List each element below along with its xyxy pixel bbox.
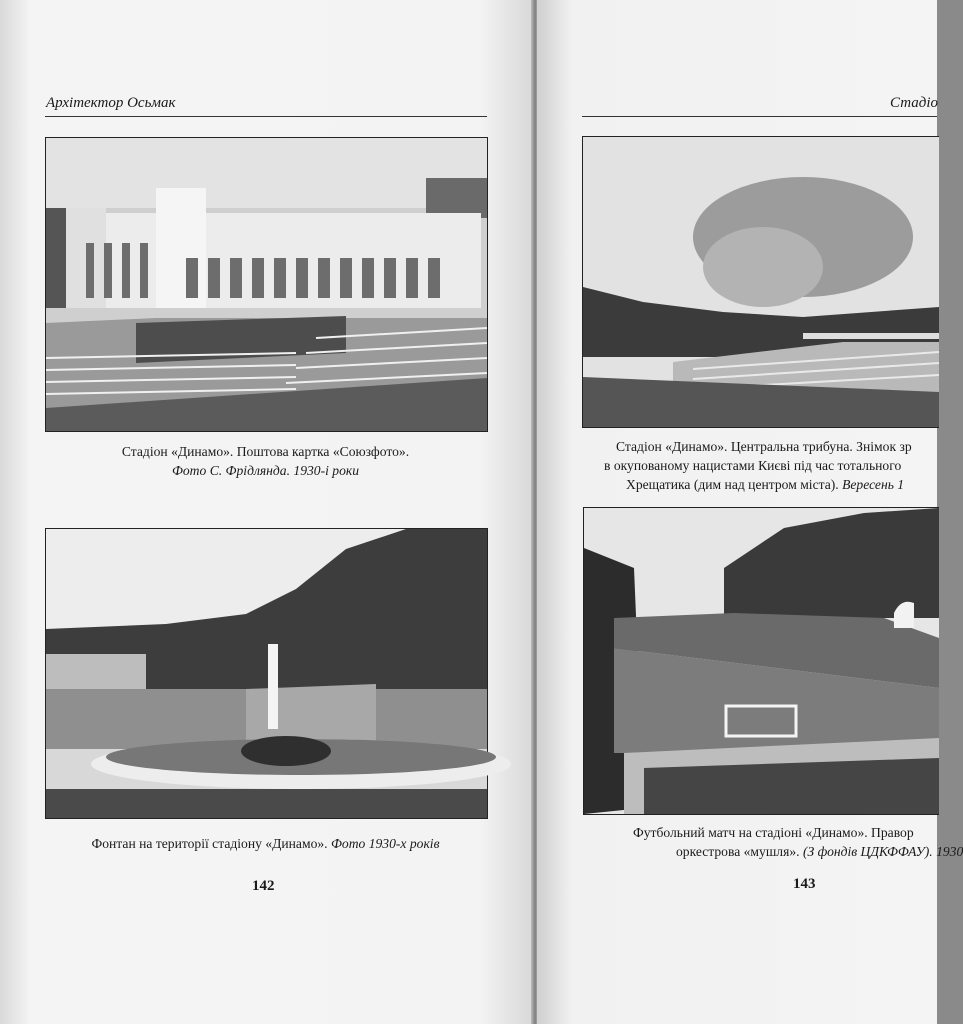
header-rule-right <box>582 116 937 117</box>
photo3-caption <box>582 437 938 494</box>
photo3-caption-credit: Вересень 1 <box>842 477 905 492</box>
photo-football-match <box>583 507 939 815</box>
photo3-caption-line2: в окупованому нацистами Києві під час тотального <box>604 458 902 473</box>
photo-central-stand <box>582 136 939 428</box>
photo2-caption-text: Фонтан на території стадіону «Динамо». <box>91 836 331 851</box>
page-number-left: 142 <box>252 878 275 894</box>
photo4-caption-line1: Футбольний матч на стадіоні «Динамо». Правор <box>633 825 914 840</box>
photo2-caption-credit: Фото 1930-х років <box>330 836 440 851</box>
header-rule-left <box>45 116 487 117</box>
photo2-caption <box>45 834 486 853</box>
photo-fountain <box>45 528 488 819</box>
photo4-caption-line2: оркестрова «мушля». <box>676 844 803 859</box>
running-head-left: Архітектор Осьмак <box>46 95 176 111</box>
photo3-caption-line3: Хрещатика (дим над центром міста). <box>626 477 843 492</box>
running-head-right: Стадіо <box>890 95 938 111</box>
photo4-caption <box>582 823 963 861</box>
photo3-caption-line1: Стадіон «Динамо». Центральна трибуна. Знімок зр <box>616 439 912 454</box>
photo-stadium-building <box>45 137 488 432</box>
page-number-right: 143 <box>793 876 816 892</box>
photo4-caption-credit: (З фондів ЦДКФФАУ). 1930 <box>802 844 963 859</box>
photo1-caption <box>45 442 486 480</box>
right-page <box>537 0 963 1024</box>
photo1-caption-line2: Фото С. Фрідлянда. 1930-і роки <box>171 463 360 478</box>
photo1-caption-line1: Стадіон «Динамо». Поштова картка «Союзфото». <box>121 444 410 459</box>
